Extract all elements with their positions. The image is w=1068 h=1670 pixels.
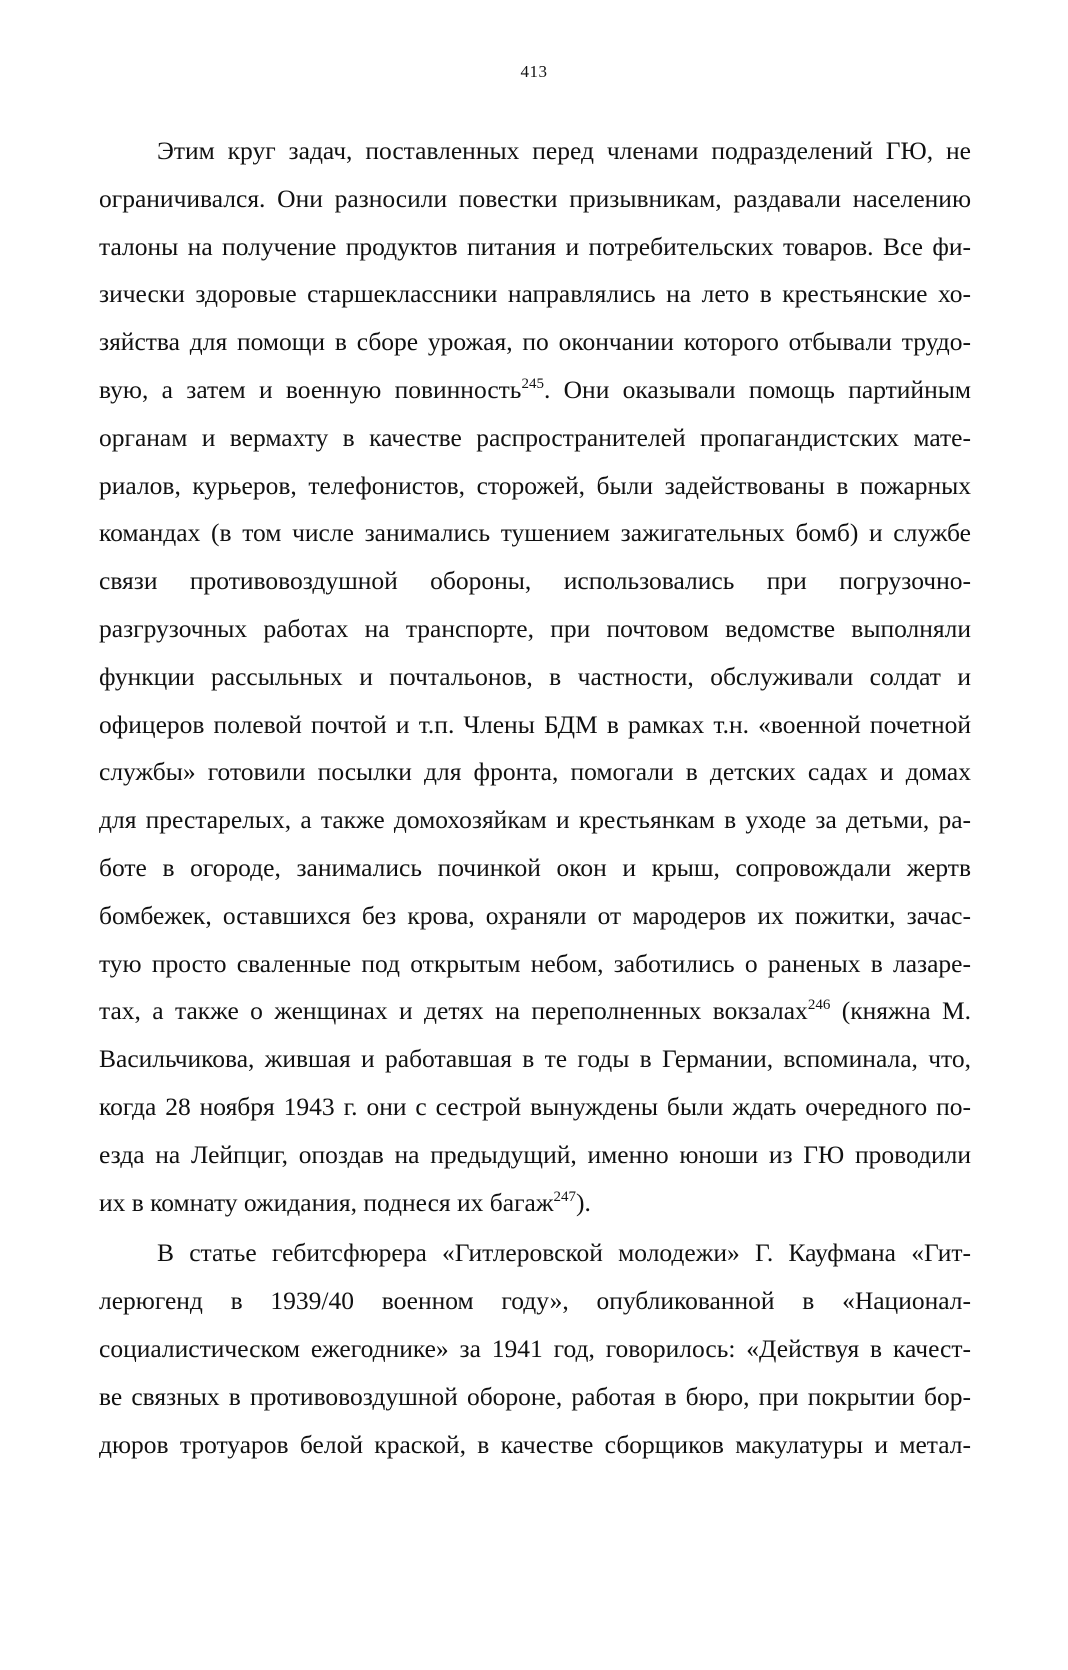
paragraph-1 <box>99 127 971 1226</box>
text-line: их в комнату ожидания, поднеся их багаж$^{247}$). <box>99 1187 591 1217</box>
text-line: тую просто сваленные под открытым небом, заботились о раненых в лазаре- <box>99 948 971 978</box>
text-line: езда на Лейпциг, опоздав на предыдущий, именно юноши из ГЮ проводили <box>99 1139 971 1169</box>
text-line: когда 28 ноября 1943 г. они с сестрой вынуждены были ждать очередного по- <box>99 1091 971 1121</box>
text-line: В статье гебитсфюрера «Гитлеровской молодежи» Г. Кауфмана «Гит- <box>157 1238 971 1268</box>
text-line: зяйства для помощи в сборе урожая, по окончании которого отбывали трудо- <box>99 327 971 357</box>
footnote-ref: 247 <box>553 1188 576 1205</box>
text-line: талоны на получение продуктов питания и потребительских товаров. Все фи- <box>99 231 971 261</box>
text-line: функции рассыльных и почтальонов, в частности, обслуживали солдат и <box>99 661 971 691</box>
text-line: ограничивался. Они разносили повестки призывникам, раздавали населению <box>99 183 971 213</box>
text-line: тах, а также о женщинах и детях на переполненных вокзалах$^{246}$ (княжна М. <box>99 996 972 1026</box>
text-line: органам и вермахту в качестве распространителей пропагандистских мате- <box>99 422 971 452</box>
text-line: Васильчикова, жившая и работавшая в те годы в Германии, вспоминала, что, <box>99 1044 971 1074</box>
text-line: социалистическом ежегоднике» за 1941 год, говорилось: «Действуя в качест- <box>99 1333 971 1363</box>
text-line: для престарелых, а также домохозяйкам и крестьянкам в уходе за детьми, ра- <box>99 805 971 835</box>
text-line: зически здоровые старшеклассники направлялись на лето в крестьянские хо- <box>99 279 971 309</box>
text-line: офицеров полевой почтой и т.п. Члены БДМ в рамках т.н. «военной почетной <box>99 709 971 739</box>
text-line: бомбежек, оставшихся без крова, охраняли от мародеров их пожитки, зачас- <box>99 900 971 930</box>
text-line: лерюгенд в 1939/40 военном году», опубликованной в «Национал- <box>99 1286 971 1316</box>
text-line: связи противовоздушной обороны, использовались при погрузочно- <box>99 566 971 596</box>
footnote-ref: 246 <box>807 997 831 1014</box>
text-line: службы» готовили посылки для фронта, помогали в детских садах и домах <box>99 757 971 787</box>
text-line: риалов, курьеров, телефонистов, сторожей, были задействованы в пожарных <box>99 470 971 500</box>
footnote-ref: 245 <box>521 375 544 392</box>
text-line: разгрузочных работах на транспорте, при почтовом ведомстве выполняли <box>99 613 971 643</box>
page-number: 413 <box>520 62 548 81</box>
text-line: командах (в том числе занимались тушением зажигательных бомб) и службе <box>99 518 971 548</box>
text-line: Этим круг задач, поставленных перед членами подразделений ГЮ, не <box>157 136 971 165</box>
text-line: вую, а затем и военную повинность$^{245}$. Они оказывали помощь партийным <box>99 374 971 404</box>
body-text <box>99 127 971 1468</box>
text-line: дюров тротуаров белой краской, в качестве сборщиков макулатуры и метал- <box>99 1429 971 1459</box>
paragraph-2 <box>99 1229 971 1468</box>
text-line: боте в огороде, занимались починкой окон и крыш, сопровождали жертв <box>99 852 971 882</box>
text-line: ве связных в противовоздушной обороне, работая в бюро, при покрытии бор- <box>99 1381 971 1411</box>
